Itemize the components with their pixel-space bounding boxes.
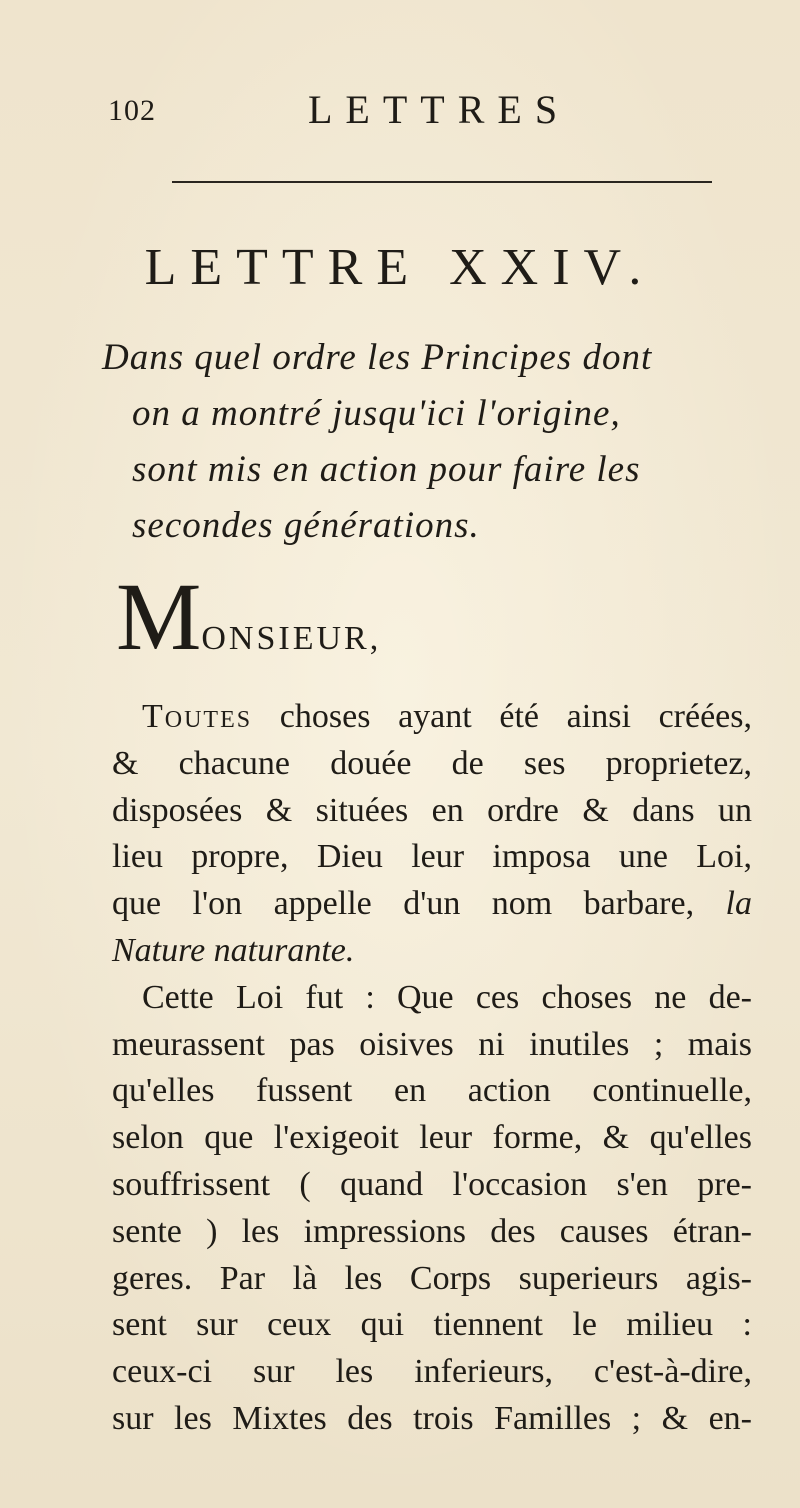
body-line: sur les Mixtes des trois Familles ; & en-	[112, 1399, 752, 1437]
opening-word: Toutes	[142, 698, 253, 735]
running-title: LETTRES	[308, 87, 571, 132]
body-line-text: que l'on appelle d'un nom barbare,	[112, 885, 726, 923]
letter-heading: LETTRE XXIV.	[144, 239, 656, 296]
body-line: meurassent pas oisives ni inutiles ; mais	[112, 1025, 752, 1063]
body-line: Cette Loi fut : Que ces choses ne de-	[142, 978, 752, 1016]
summary-line: sont mis en action pour faire les	[132, 449, 641, 490]
letter-summary	[100, 330, 740, 554]
summary-line: secondes générations.	[132, 505, 480, 546]
body-line: sent sur ceux qui tiennent le milieu :	[112, 1306, 752, 1344]
body-line: selon que l'exigeoit leur forme, & qu'elles	[112, 1119, 752, 1157]
body-line: souffrissent ( quand l'occasion s'en pre-	[112, 1165, 752, 1203]
body-line: lieu propre, Dieu leur imposa une Loi,	[112, 838, 752, 876]
body-line: ceux-ci sur les inferieurs, c'est-à-dire,	[112, 1353, 752, 1391]
italic-term: la	[725, 885, 752, 923]
salutation-rest: ONSIEUR,	[201, 620, 382, 657]
body-line	[112, 694, 752, 741]
body-line: Nature naturante.	[112, 931, 355, 969]
summary-line: on a montré jusqu'ici l'origine,	[132, 393, 621, 434]
body-line: sente ) les impressions des causes étran-	[112, 1212, 752, 1250]
body-line	[112, 881, 752, 928]
salutation	[116, 563, 382, 672]
body-line: geres. Par là les Corps superieurs agis-	[112, 1259, 752, 1297]
running-head	[108, 86, 728, 136]
summary-line: Dans quel ordre les Principes dont	[102, 337, 653, 378]
drop-initial: M	[116, 563, 202, 670]
body-line: qu'elles fussent en action continuelle,	[112, 1072, 752, 1110]
page-number: 102	[108, 94, 156, 127]
body-line: & chacune douée de ses proprietez,	[112, 744, 752, 782]
header-rule	[172, 181, 712, 183]
letter-body	[112, 694, 752, 1443]
body-line-text: choses ayant été ainsi créées,	[252, 698, 752, 735]
body-line: disposées & situées en ordre & dans un	[112, 791, 752, 829]
